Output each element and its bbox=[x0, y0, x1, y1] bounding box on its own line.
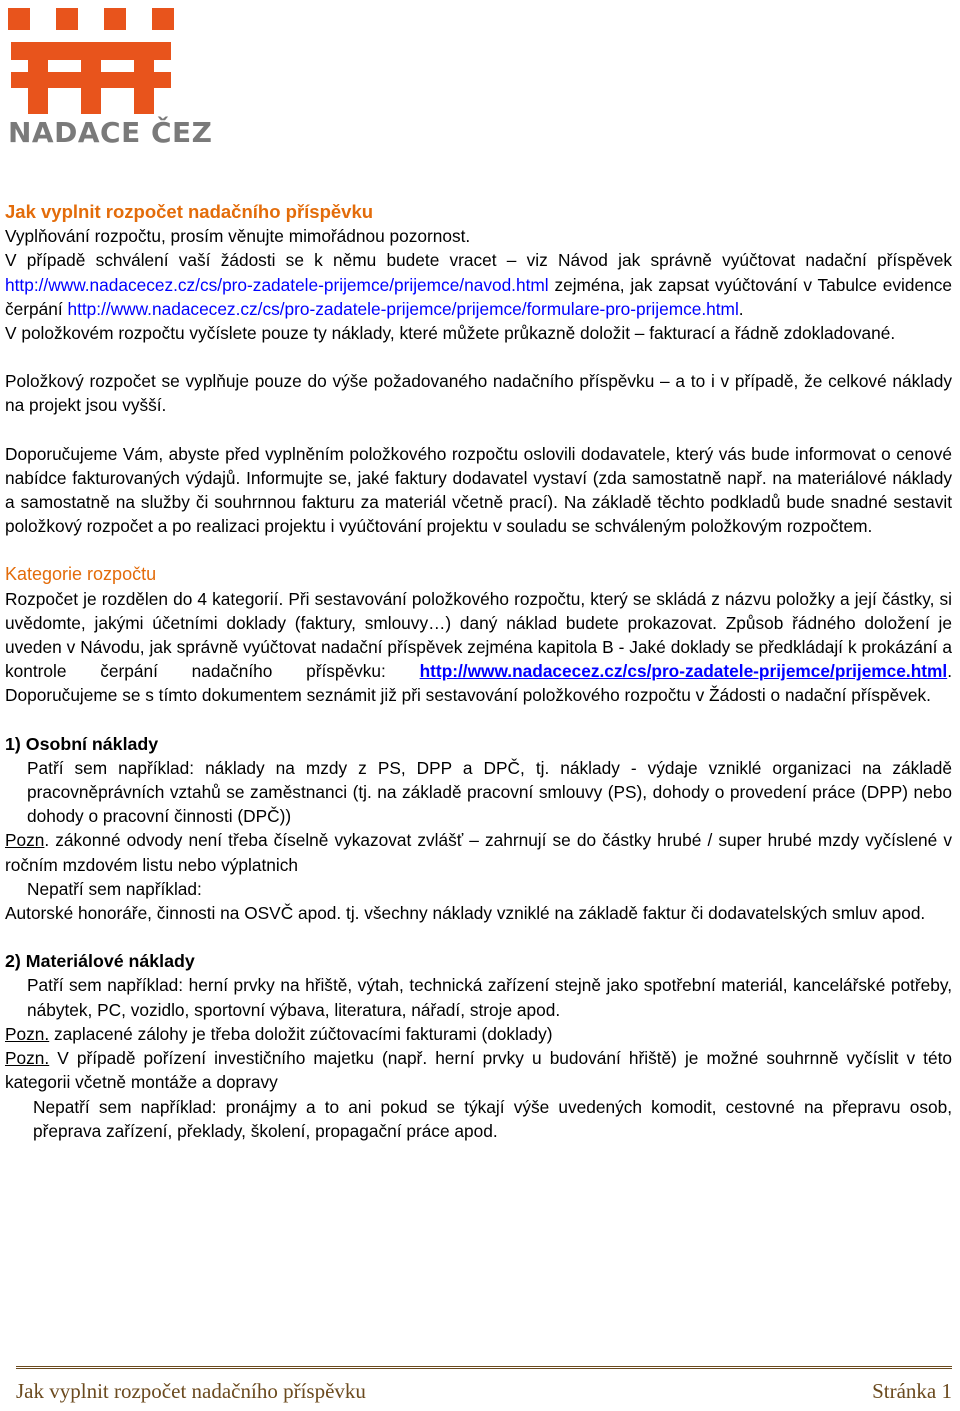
section1-note-text: . zákonné odvody není třeba číselně vykazovat zvlášť – zahrnují se do částky hrubé / super hrubé mzdy vyčíslené v ročním mzdovém listu nebo výplatnich bbox=[5, 830, 952, 875]
section1-heading: 1) Osobní náklady bbox=[5, 733, 159, 754]
section2-note2-label: Pozn. bbox=[5, 1048, 50, 1069]
intro-note: V položkovém rozpočtu vyčíslete pouze ty náklady, které můžete průkazně doložit – fakturací a řádně zdokladované. bbox=[5, 323, 896, 344]
nadace-cez-logo bbox=[8, 6, 213, 150]
categories-heading: Kategorie rozpočtu bbox=[5, 564, 157, 585]
intro-text-a: V případě schválení vaší žádosti se k němu budete vracet – viz Návod jak správně vyúčtovat nadační příspěvek bbox=[5, 250, 952, 271]
prijemce-link[interactable]: http://www.nadacecez.cz/cs/pro-zadatele-prijemce/prijemce.html bbox=[419, 661, 948, 682]
categories-paragraph bbox=[5, 587, 952, 708]
limit-paragraph: Položkový rozpočet se vyplňuje pouze do výše požadovaného nadačního příspěvku – a to i v případě, že celkové náklady na projekt jsou vyšší. bbox=[5, 371, 952, 416]
section1-note-label: Pozn bbox=[5, 830, 45, 851]
recommend-paragraph: Doporučujeme Vám, abyste před vyplněním položkového rozpočtu oslovili dodavatele, který vás bude informovat o cenové nabídce fakturovaných výdajů. Informujte se, jaké faktury dodavatel vystaví (zda samostatně např. na materiálové náklady a samostatně na služby či souhrnnou fakturu za materiál včetně prací). Na základě těchto podkladů bude snadné sestavit položkový rozpočet a po realizaci projektu i vyúčtování projektu v souladu se schváleným položkovým rozpočtem. bbox=[5, 443, 952, 537]
categories-text-a: Rozpočet je rozdělen do 4 kategorií. Při sestavování položkového rozpočtu, který se skládá z názvu položky a její částky, si uvědomte, jakými účetními doklady (faktury, smlouvy…) daný náklad budete prokazovat. Způsob řádného doložení je uveden v Návodu, jak správně vyúčtovat nadační příspěvek zejména kapitola B - Jaké doklady se předkládají k prokázání a kontrole čerpání nadačního příspěvku: bbox=[5, 588, 952, 682]
section1-includes: Patří sem například: náklady na mzdy z PS, DPP a DPČ, tj. náklady - výdaje vzniklé organizaci na základě pracovněprávních vztahů se zaměstnanci (tj. na základě pracovní smlouvy (PS), dohody o provedení práce (DPP) nebo dohody o pracovní činnosti (DPČ)) bbox=[27, 757, 952, 827]
page-footer bbox=[16, 1366, 952, 1404]
section2-includes: Patří sem například: herní prvky na hřiště, výtah, technická zařízení stejně jako spotřební materiál, kancelářské potřeby, nábytek, PC, vozidlo, sportovní výbava, literatura, nářadí, stroje apod. bbox=[27, 975, 952, 1020]
document-body bbox=[5, 200, 952, 1143]
section2-heading: 2) Materiálové náklady bbox=[5, 951, 195, 972]
intro-text-b: zejména, jak zapsat vyúčtování v Tabulce evidence čerpání bbox=[5, 274, 952, 319]
categories-text-b: . Doporučujeme se s tímto dokumentem seznámit již při sestavování položkového rozpočtu v Žádosti o nadační příspěvek. bbox=[5, 661, 952, 706]
section1-note bbox=[5, 828, 952, 876]
logo-text: NADACE ČEZ bbox=[8, 116, 213, 149]
section2-note2-text: V případě pořízení investičního majetku (např. herní prvky u budování hřiště) je možné souhrnně vyčíslit v této kategorii včetně montáže a dopravy bbox=[5, 1048, 952, 1093]
section2-note1 bbox=[5, 1022, 952, 1046]
section2-note1-label: Pozn. bbox=[5, 1023, 50, 1044]
footer-page-number: Stránka 1 bbox=[872, 1379, 952, 1403]
footer-title: Jak vyplnit rozpočet nadačního příspěvku bbox=[16, 1379, 366, 1403]
intro-paragraph bbox=[5, 248, 952, 321]
navod-link[interactable]: http://www.nadacecez.cz/cs/pro-zadatele-prijemce/prijemce/navod.html bbox=[5, 274, 549, 295]
section2-note1-text: zaplacené zálohy je třeba doložit zúčtovacími fakturami (doklady) bbox=[49, 1023, 553, 1044]
page-title: Jak vyplnit rozpočet nadačního příspěvku bbox=[5, 201, 374, 222]
formulare-link[interactable]: http://www.nadacecez.cz/cs/pro-zadatele-prijemce/prijemce/formulare-pro-prijemce.html bbox=[67, 298, 739, 319]
section2-excludes: Nepatří sem například: pronájmy a to ani pokud se týkají výše uvedených komodit, cestovné na přepravu osob, přeprava zařízení, překlady, školení, propagační práce apod. bbox=[33, 1096, 952, 1141]
intro-text-c: . bbox=[738, 298, 744, 319]
intro-line: Vyplňování rozpočtu, prosím věnujte mimořádnou pozornost. bbox=[5, 226, 471, 247]
section1-excludes-label: Nepatří sem například: bbox=[27, 878, 202, 899]
section1-excludes: Autorské honoráře, činnosti na OSVČ apod. tj. všechny náklady vzniklé na základě faktur či dodavatelských smluv apod. bbox=[5, 903, 926, 924]
section2-note2 bbox=[5, 1046, 952, 1094]
